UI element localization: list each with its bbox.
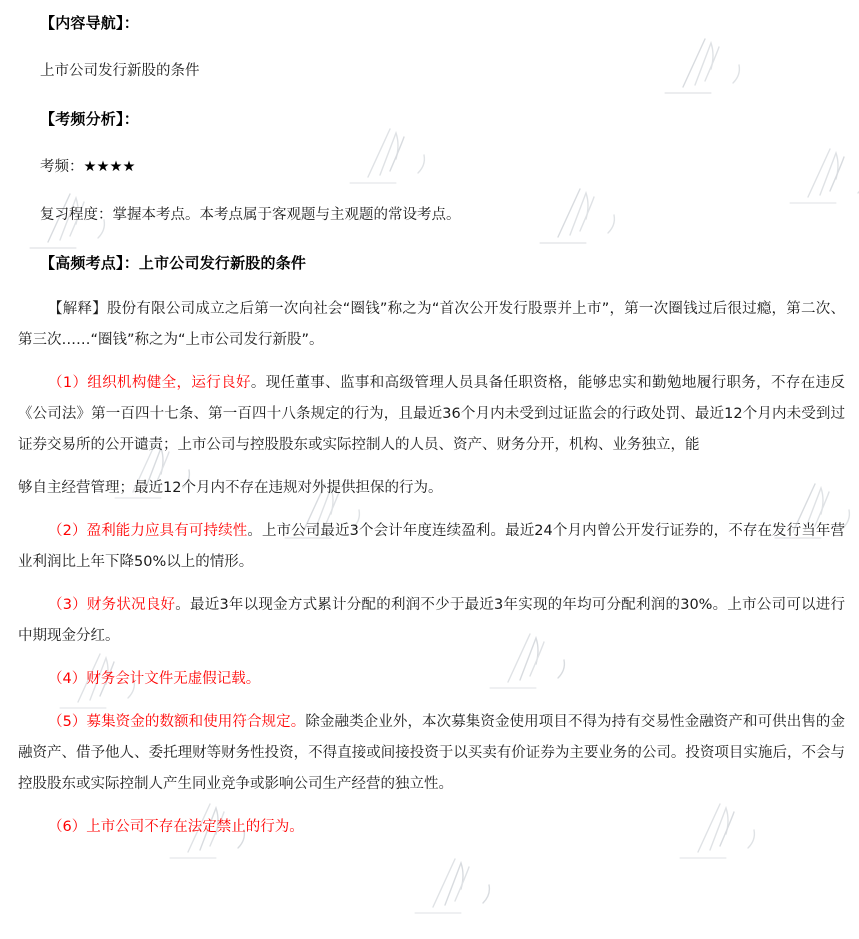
condition-body: 。现任董事、监事和高级管理人员具备任职资格，能够忠实和勤勉地履行职务，不存在违反《公司法》第一百四十七条、第一百四十八条规定的行为，且最近36个月内未受到过证监会的行政处罚、最近12个月内未受到过证券交易所的公开谴责；上市公司与控股股东或实际控制人的人员、资产、财务分开，机构、业务独立，能	[18, 375, 846, 453]
condition-marker: （2）	[48, 523, 87, 539]
condition-item	[0, 368, 859, 461]
spacer	[0, 356, 859, 368]
condition-marker: （1）	[48, 375, 88, 391]
spacer	[0, 82, 859, 108]
frequency-label: 考频：	[40, 159, 84, 175]
condition-keyword: 盈利能力应具有可持续性	[86, 523, 248, 539]
condition-marker: （4）	[48, 671, 87, 687]
spacer	[0, 843, 859, 855]
condition-continuation	[0, 473, 859, 504]
top-spacer	[0, 0, 859, 12]
analysis-heading: 【考频分析】：	[40, 110, 139, 128]
condition-marker: （6）	[48, 819, 87, 835]
frequency-line	[0, 156, 859, 178]
spacer	[0, 130, 859, 156]
condition-body: 除金融类企业外，本次募集资金使用项目不得为持有交易性金融资产和可供出售的金融资产、借予他人、委托理财等财务性投资，不得直接或间接投资于以买卖有价证券为主要业务的公司。投资项目实施后，不会与控股股东或实际控制人产生同业竞争或影响公司生产经营的独立性。	[18, 714, 846, 792]
condition-keyword: 财务状况良好	[86, 597, 176, 613]
spacer	[0, 578, 859, 590]
spacer	[0, 461, 859, 473]
spacer	[0, 652, 859, 664]
spacer	[0, 178, 859, 204]
condition-marker: （3）	[48, 597, 87, 613]
spacer	[0, 800, 859, 812]
condition-body: 够自主经营管理；最近12个月内不存在违规对外提供担保的行为。	[18, 480, 443, 496]
spacer	[0, 34, 859, 60]
spacer	[0, 695, 859, 707]
condition-keyword: 上市公司不存在法定禁止的行为。	[86, 819, 304, 835]
explanation-paragraph: 【解释】股份有限公司成立之后第一次向社会“圈钱”称之为“首次公开发行股票并上市”，第一次圈钱过后很过瘾，第二次、第三次……“圈钱”称之为“上市公司发行新股”。	[18, 301, 845, 348]
condition-item	[0, 590, 859, 652]
keypoint-heading: 【高频考点】：上市公司发行新股的条件	[40, 254, 307, 272]
condition-item	[0, 707, 859, 800]
condition-item	[0, 516, 859, 578]
review-level-line: 复习程度：掌握本考点。本考点属于客观题与主观题的常设考点。	[40, 207, 461, 223]
condition-body: 。最近3年以现金方式累计分配的利润不少于最近3年实现的年均可分配利润的30%。上市公司可以进行中期现金分红。	[18, 597, 845, 644]
frequency-stars: ★★★★	[83, 159, 136, 175]
spacer	[0, 226, 859, 252]
spacer	[0, 274, 859, 294]
condition-item	[0, 812, 859, 843]
spacer	[0, 504, 859, 516]
condition-marker: （5）	[48, 714, 87, 730]
condition-keyword: 组织机构健全，运行良好	[87, 375, 251, 391]
condition-keyword: 募集资金的数额和使用符合规定。	[86, 714, 306, 730]
conditions-list	[0, 368, 859, 855]
condition-item	[0, 664, 859, 695]
condition-body: 。上市公司最近3个会计年度连续盈利。最近24个月内曾公开发行证券的，不存在发行当年营业利润比上年下降50%以上的情形。	[18, 523, 846, 570]
watermark-mark	[395, 845, 515, 935]
nav-title: 上市公司发行新股的条件	[40, 63, 200, 79]
nav-heading: 【内容导航】：	[40, 14, 139, 32]
condition-keyword: 财务会计文件无虚假记载。	[86, 671, 261, 687]
